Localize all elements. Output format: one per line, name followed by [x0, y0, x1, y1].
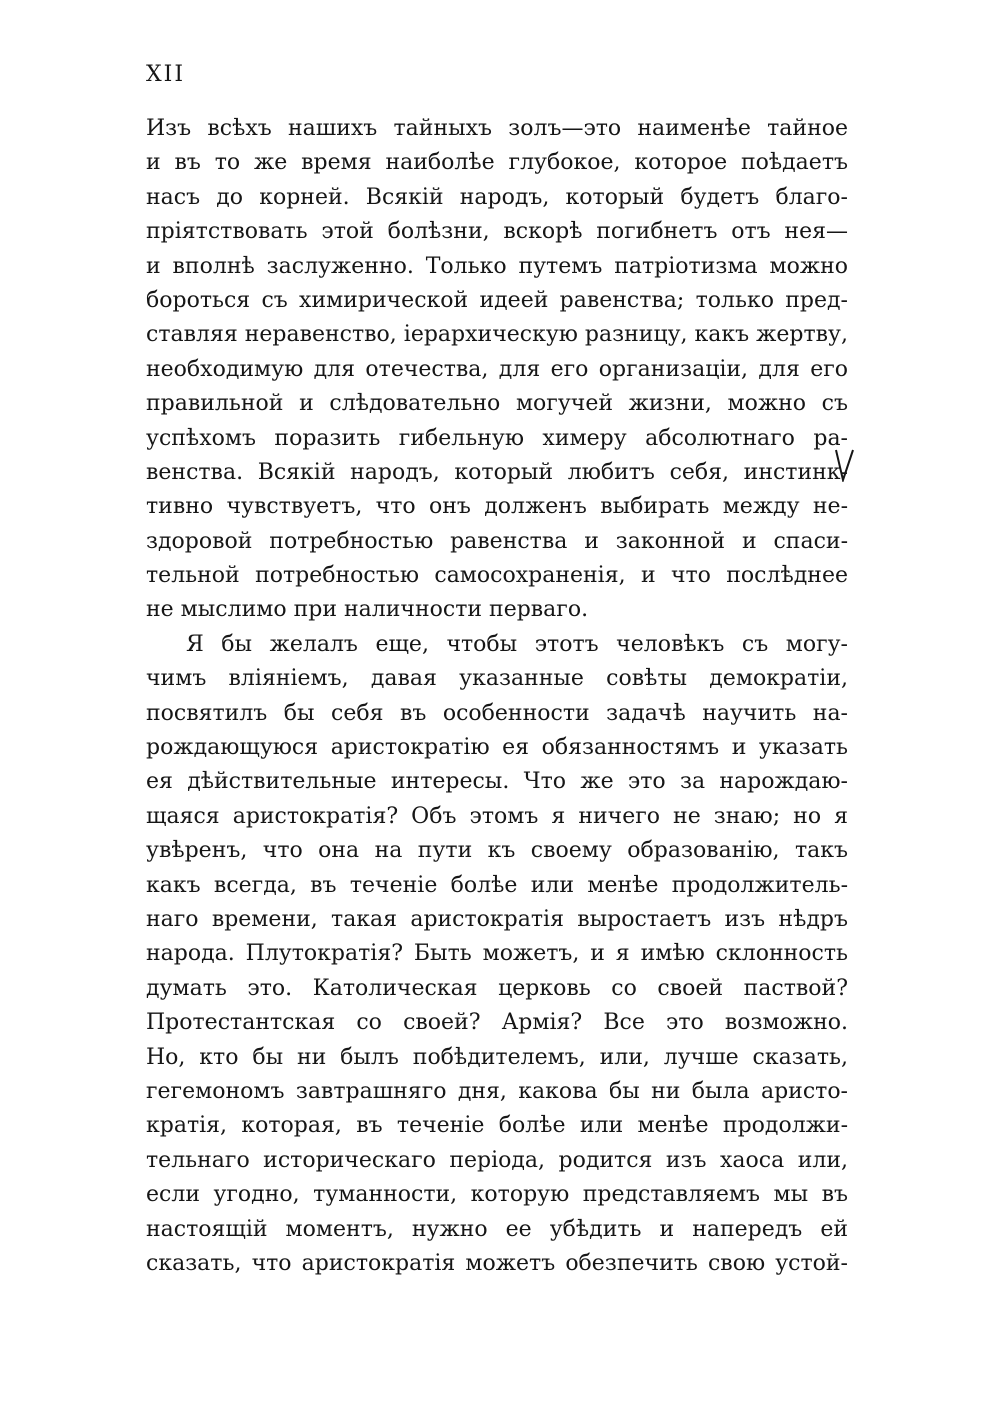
- paragraph-1: [146, 112, 848, 628]
- text-line: щаяся аристократія? Объ этомъ я ничего не знаю; но я: [146, 803, 848, 829]
- text-line: Я бы желалъ еще, чтобы этотъ человѣкъ съ могу-: [186, 631, 848, 657]
- text-line: венства. Всякій народъ, который любитъ себя, инстинк-: [146, 459, 848, 485]
- check-mark-icon: [833, 448, 855, 482]
- text-line: чимъ вліяніемъ, давая указанные совѣты демократіи,: [146, 666, 848, 692]
- paragraph-2: [146, 628, 848, 1281]
- text-line: рождающуюся аристократію ея обязанностямъ и указать: [146, 735, 848, 761]
- text-line: сказать, что аристократія можетъ обезпечить свою устой-: [146, 1250, 848, 1276]
- text-line: увѣренъ, что она на пути къ своему образованію, такъ: [146, 838, 848, 864]
- text-line: успѣхомъ поразить гибельную химеру абсолютнаго ра-: [146, 425, 848, 451]
- text-line: необходимую для отечества, для его организаціи, для его: [146, 356, 848, 382]
- text-line: посвятилъ бы себя въ особенности задачѣ научить на-: [146, 700, 848, 726]
- text-line: какъ всегда, въ теченіе болѣе или менѣе продолжитель-: [146, 872, 848, 898]
- text-line: наго времени, такая аристократія выростаетъ изъ нѣдръ: [146, 906, 848, 932]
- text-line: пріятствовать этой болѣзни, вскорѣ погибнетъ отъ нея—: [146, 219, 848, 245]
- text-line: народа. Плутократія? Быть можетъ, и я имѣю склонность: [146, 941, 848, 967]
- text-line: думать это. Католическая церковь со своей паствой?: [146, 975, 848, 1001]
- text-line: тельнаго историческаго періода, родится изъ хаоса или,: [146, 1147, 848, 1173]
- text-line: тельной потребностью самосохраненія, и что послѣднее: [146, 563, 848, 589]
- text-line: и въ то же время наиболѣе глубокое, которое поѣдаетъ: [146, 150, 848, 176]
- text-line: кратія, которая, въ теченіе болѣе или менѣе продолжи-: [146, 1113, 848, 1139]
- text-line: ставляя неравенство, іерархическую разницу, какъ жертву,: [146, 322, 848, 348]
- text-line: Протестантская со своей? Армія? Все это возможно.: [146, 1010, 848, 1036]
- text-line: тивно чувствуетъ, что онъ долженъ выбирать между не-: [146, 494, 848, 520]
- text-line: гегемономъ завтрашняго дня, какова бы ни была аристо-: [146, 1078, 848, 1104]
- text-line: не мыслимо при наличности перваго.: [146, 597, 589, 623]
- text-line: если угодно, туманности, которую представляемъ мы въ: [146, 1182, 848, 1208]
- text-line: Изъ всѣхъ нашихъ тайныхъ золъ—это наименѣе тайное: [146, 116, 848, 141]
- text-line: правильной и слѣдовательно могучей жизни, можно съ: [146, 391, 848, 417]
- text-line: бороться съ химирической идеей равенства; только пред-: [146, 287, 848, 313]
- text-line: здоровой потребностью равенства и законной и спаси-: [146, 528, 848, 554]
- text-line: Но, кто бы ни былъ побѣдителемъ, или, лучше сказать,: [146, 1044, 848, 1070]
- page-number: XII: [146, 62, 186, 87]
- text-line: насъ до корней. Всякій народъ, который будетъ благо-: [146, 184, 848, 210]
- body-text: [146, 112, 848, 1281]
- text-line: и вполнѣ заслуженно. Только путемъ патріотизма можно: [146, 253, 848, 279]
- text-line: ея дѣйствительные интересы. Что же это за нарождаю-: [146, 769, 848, 795]
- text-line: настоящій моментъ, нужно ее убѣдить и напередъ ей: [146, 1216, 848, 1242]
